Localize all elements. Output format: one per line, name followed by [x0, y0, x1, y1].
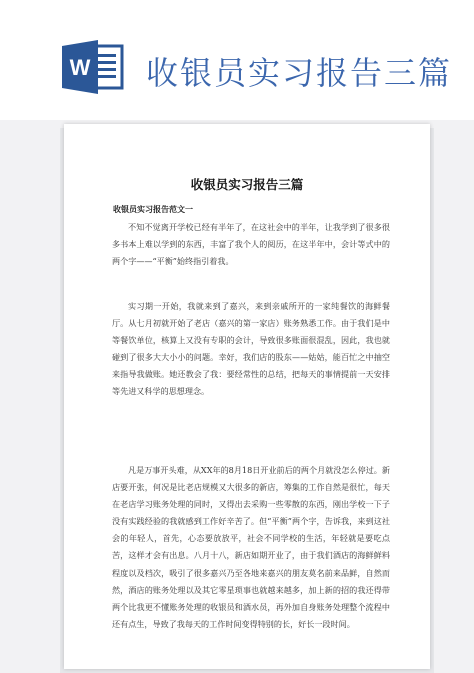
- document-title: 收银员实习报告三篇: [190, 177, 304, 192]
- document-subtitle: 收银员实习报告范文一: [113, 205, 193, 214]
- page-header: [0, 0, 474, 120]
- paragraph-1: 不知不觉离开学校已经有半年了，在这社会中的半年，让我学到了很多很多书本上难以学到的东西，丰富了我个人的阅历，在这半年中，会计等式中的两个字——“平衡”始终指引着我。: [112, 222, 390, 267]
- page-title: 收银员实习报告三篇: [146, 54, 453, 92]
- document-page: [64, 124, 430, 669]
- paragraph-2: 实习期一开始，我就来到了嘉兴，来到亲戚所开的一家纯餐饮的海鲜餐厅。从七月初就开始了老店（嘉兴的第一家店）账务熟悉工作。由于我们是中等餐饮单位，核算上又没有专职的会计，导致很多账面很混乱，因此，我也就碰到了很多大大小小的问题。幸好，我们店的股东——姑姑，能百忙之中抽空来指导我做账。她还教会了我：要经常性的总结，把每天的事情提前一天安排等先进又科学的思想理念。: [112, 301, 390, 397]
- microsoft-word-icon: [62, 40, 128, 94]
- paragraph-3: 凡是万事开头难，从XX年的8月18日开业前后的两个月就没怎么停过。新店要开张，何况是比老店规模又大很多的新店，筹集的工作自然是很忙，每天在老店学习账务处理的同时，又得出去采购一些零散的东西，刚出学校一下子没有实践经验的我就感到工作好辛苦了。但“平衡”两个字，告诉我，来到这社会的年轻人，首先，心态要放放平，社会不同学校的生活，年轻就是要吃点苦，这样才会有出息。八月十八，新店如期开业了，由于我们酒店的海鲜鲜料程度以及档次，吸引了很多嘉兴乃至各地来嘉兴的朋友莫名前来品鲜，自然而然，酒店的账务处理以及其它零星琐事也就越来越多，加上新的招的我还得带两个比我更不懂账务处理的收银员和酒水员，再外加自身账务处理整个流程中还有点生，导致了我每天的工作时间变得特别的长，好长一段时间。: [112, 465, 390, 629]
- word-icon-letter: W: [69, 55, 91, 80]
